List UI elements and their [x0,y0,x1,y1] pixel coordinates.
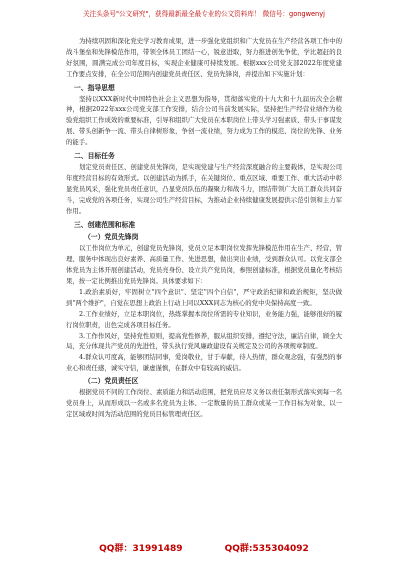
guiding-ideology-paragraph: 坚持以XXX新时代中国特色社会主义思想为指导，贯彻落实党的十九大和十九届历次全会精神，根据2022年xxx公司党支部工作安排，结合公司当前发展实际，坚持把生产经营业绩作为检验党组织工作成效的重要标准，引导和组织广大党员在本职岗位上带头学习强素质、带头干事谋发展、带头创新争一流、带头自律树形象，争创一流业绩，努力成为工作的模范、岗位的先锋、业务的能手。 [66,94,342,147]
goals-paragraph: 划定党员责任区、创建党员先锋岗，是实现党建与生产经营深度融合的主要载体，是实现公司年度经营目标的有效形式。以创建活动为抓手，在关键岗位、重点区域、重要工作、重大活动中彰显党员风采，强化党员责任意识，凸显党员队伍的凝聚力和战斗力，团结带领广大员工群众共同奋斗，完成党的各项任务，实现公司生产经营目标，为推动企业持续健康发展提供示范引领和主力军作用。 [66,162,342,215]
footer-qq-group-1: QQ群：31991489 [99,544,183,554]
vanguard-post-paragraph: 以工作岗位为单元，创建党员先锋岗，党员立足本职岗位发挥先锋模范作用在生产、经营、管理、服务中体现出良好素养、高质量工作、先进思想，做出突出业绩，受到群众认可。以党支部全体党员为主体开展创建活动，党员亮身份、设立共产党员岗，参照创建标准，根据党员量化考核结果，按一定比例推出党员先锋岗。具体要求如下： [66,244,342,286]
intro-paragraph: 为持续巩固和深化党史学习教育成果，进一步强化党组织和广大党员在生产经营各项工作中的战斗堡垒和先锋模范作用，带领全体员工团结一心，锐意进取，努力推进创先争优，学比超赶的良好氛围，圆满完成公司年度目标，实现企业健康可持续发展。根据xxx公司党支部2022年度党建工作要点安排，在全公司范围内创建党员责任区、党员先锋岗，并提出如下实施计划： [66,37,342,78]
document-header-notice [0,10,408,19]
footer-qq-group-2: QQ群:535304092 [224,544,309,554]
requirement-3-paragraph: 3.工作作风好，坚持党性原则，提高党性修养，服从组织安排，遵纪守法，廉洁自律，顾全大局，充分体现共产党员的先进性，带头执行党风廉政建设有关规定及公司的各项规章制度。 [66,331,342,351]
header-line: 关注头条号"公文研究"，获得最新最全最专业的公文资料库！ 微信号：gongwenyj [83,10,325,18]
responsibility-zone-paragraph: 根据党员不同的工作岗位、素质能力和活动范围，把党员应尽义务以责任制形式落实到每一名党员身上，从而形成以一名或多名党员为主体、一定数量的员工群众或某一工作目标为对象、以一定区域或时间为活动范围的党员目标管理责任区。 [66,388,342,418]
requirement-1-paragraph: 1.政治素质好，牢固树立"四个意识"、坚定"四个自信"，严守政治纪律和政治规矩，坚决做到"两个维护"，自觉在思想上政治上行动上同以XXX同志为核心的党中央保持高度一致。 [66,287,342,307]
subheading-vanguard-post: （一）党员先锋岗 [84,233,139,242]
document-footer [0,541,408,554]
section-heading-scope-standards: 三、创建范围和标准 [74,220,136,229]
subheading-responsibility-zone: （二）党员责任区 [84,377,139,386]
requirement-2-paragraph: 2.工作业绩好，立足本职岗位，热练掌握本岗位所需的专业知识，业务能力强，能够很好的履行岗位职责，出色完成各项目标任务。 [66,309,342,329]
requirement-4-paragraph: 4.群众认可度高，能够团结同事，爱岗敬业，甘于奉献，待人热情，群众观念强，有强烈的事业心和责任感，诚实守信，谦虚谨慎，在群众中有较高的威信。 [66,353,342,373]
section-heading-guiding-ideology: 一、指导思想 [74,83,115,92]
document-body [66,36,342,420]
section-heading-goals: 二、目标任务 [74,152,115,161]
